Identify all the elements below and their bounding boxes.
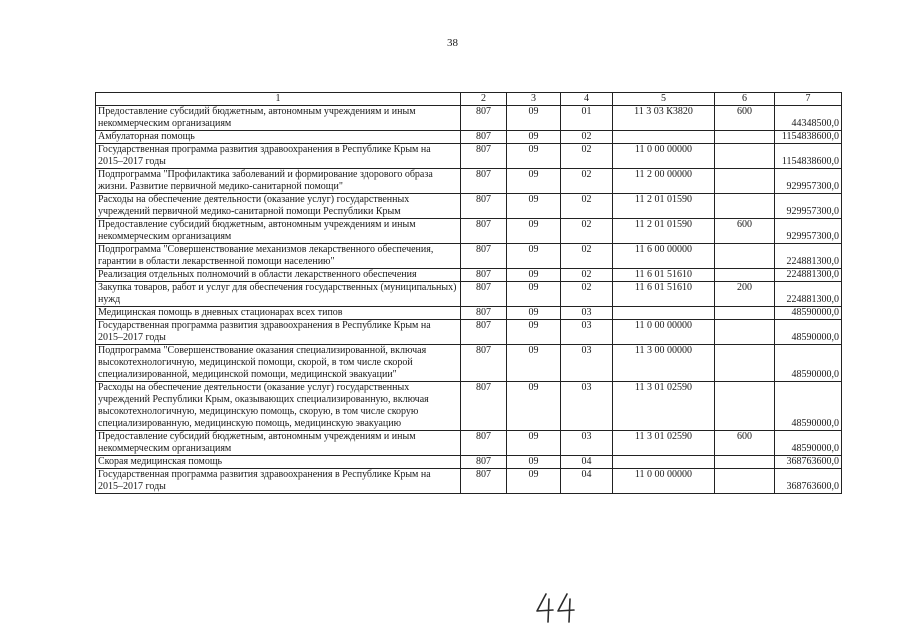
code-2-cell: 807: [461, 106, 507, 131]
amount-cell: 224881300,0: [775, 282, 842, 307]
code-5-cell: 11 3 01 02590: [613, 431, 715, 456]
code-4-cell: 02: [561, 244, 613, 269]
header-row: [96, 93, 842, 106]
code-3-cell: 09: [507, 131, 561, 144]
budget-table: [95, 92, 842, 494]
code-6-cell: 600: [715, 219, 775, 244]
code-6-cell: 600: [715, 106, 775, 131]
table-row: [96, 131, 842, 144]
code-3-cell: 09: [507, 469, 561, 494]
code-5-cell: 11 0 00 00000: [613, 320, 715, 345]
table-row: [96, 456, 842, 469]
table-row: [96, 219, 842, 244]
code-4-cell: 03: [561, 345, 613, 382]
header-cell-5: 5: [613, 93, 715, 106]
code-6-cell: [715, 194, 775, 219]
table-row: [96, 382, 842, 431]
code-3-cell: 09: [507, 307, 561, 320]
code-6-cell: [715, 144, 775, 169]
header-cell-7: 7: [775, 93, 842, 106]
amount-cell: 1154838600,0: [775, 131, 842, 144]
code-3-cell: 09: [507, 345, 561, 382]
amount-cell: 48590000,0: [775, 345, 842, 382]
code-3-cell: 09: [507, 269, 561, 282]
table-row: [96, 144, 842, 169]
code-2-cell: 807: [461, 456, 507, 469]
code-4-cell: 02: [561, 194, 613, 219]
amount-cell: 224881300,0: [775, 244, 842, 269]
code-6-cell: [715, 382, 775, 431]
name-cell: Медицинская помощь в дневных стационарах всех типов: [96, 307, 461, 320]
code-2-cell: 807: [461, 144, 507, 169]
code-3-cell: 09: [507, 219, 561, 244]
table-row: [96, 469, 842, 494]
name-cell: Закупка товаров, работ и услуг для обеспечения государственных (муниципальных) нужд: [96, 282, 461, 307]
name-cell: Реализация отдельных полномочий в области лекарственного обеспечения: [96, 269, 461, 282]
code-3-cell: 09: [507, 282, 561, 307]
code-5-cell: 11 0 00 00000: [613, 144, 715, 169]
header-cell-4: 4: [561, 93, 613, 106]
code-2-cell: 807: [461, 282, 507, 307]
code-5-cell: 11 6 01 51610: [613, 282, 715, 307]
name-cell: Расходы на обеспечение деятельности (оказание услуг) государственных учреждений Республики Крым, оказывающих специализированную, включая высокотехнологичную, медицинскую помощь, скорую, в том числе скорую специализированную, медицинскую помощь, медицинскую эвакуацию: [96, 382, 461, 431]
table-row: [96, 282, 842, 307]
code-2-cell: 807: [461, 219, 507, 244]
code-5-cell: 11 2 00 00000: [613, 169, 715, 194]
code-6-cell: [715, 469, 775, 494]
code-4-cell: 04: [561, 456, 613, 469]
code-4-cell: 03: [561, 320, 613, 345]
code-6-cell: 600: [715, 431, 775, 456]
amount-cell: 48590000,0: [775, 431, 842, 456]
name-cell: Предоставление субсидий бюджетным, автономным учреждениям и иным некоммерческим организациям: [96, 106, 461, 131]
name-cell: Скорая медицинская помощь: [96, 456, 461, 469]
code-3-cell: 09: [507, 456, 561, 469]
code-5-cell: [613, 456, 715, 469]
code-5-cell: 11 2 01 01590: [613, 194, 715, 219]
code-3-cell: 09: [507, 320, 561, 345]
header-cell-2: 2: [461, 93, 507, 106]
code-4-cell: 02: [561, 269, 613, 282]
code-6-cell: [715, 456, 775, 469]
code-4-cell: 04: [561, 469, 613, 494]
table-row: [96, 169, 842, 194]
name-cell: Подпрограмма "Совершенствование механизмов лекарственного обеспечения, гарантии в области лекарственной помощи населению": [96, 244, 461, 269]
name-cell: Государственная программа развития здравоохранения в Республике Крым на 2015–2017 годы: [96, 469, 461, 494]
amount-cell: 48590000,0: [775, 320, 842, 345]
code-6-cell: [715, 169, 775, 194]
amount-cell: 48590000,0: [775, 382, 842, 431]
code-6-cell: [715, 320, 775, 345]
table-row: [96, 431, 842, 456]
page-number: 38: [447, 37, 458, 49]
code-4-cell: 03: [561, 382, 613, 431]
code-2-cell: 807: [461, 244, 507, 269]
header-cell-6: 6: [715, 93, 775, 106]
handwritten-page-mark: [534, 590, 582, 624]
amount-cell: 1154838600,0: [775, 144, 842, 169]
code-2-cell: 807: [461, 307, 507, 320]
code-3-cell: 09: [507, 194, 561, 219]
name-cell: Предоставление субсидий бюджетным, автономным учреждениям и иным некоммерческим организациям: [96, 219, 461, 244]
amount-cell: 224881300,0: [775, 269, 842, 282]
code-5-cell: 11 6 00 00000: [613, 244, 715, 269]
table-row: [96, 345, 842, 382]
header-cell-1: 1: [96, 93, 461, 106]
code-2-cell: 807: [461, 382, 507, 431]
code-3-cell: 09: [507, 244, 561, 269]
code-6-cell: [715, 269, 775, 282]
table-row: [96, 194, 842, 219]
code-4-cell: 01: [561, 106, 613, 131]
amount-cell: 929957300,0: [775, 219, 842, 244]
code-3-cell: 09: [507, 106, 561, 131]
code-5-cell: 11 6 01 51610: [613, 269, 715, 282]
code-5-cell: 11 0 00 00000: [613, 469, 715, 494]
code-5-cell: 11 3 00 00000: [613, 345, 715, 382]
code-3-cell: 09: [507, 382, 561, 431]
name-cell: Подпрограмма "Совершенствование оказания специализированной, включая высокотехнологичную, медицинской помощи, скорой, в том числе скорой специализированной, медицинской помощи, медицинской эвакуации": [96, 345, 461, 382]
code-2-cell: 807: [461, 431, 507, 456]
code-5-cell: 11 3 03 К3820: [613, 106, 715, 131]
code-3-cell: 09: [507, 144, 561, 169]
code-6-cell: [715, 345, 775, 382]
table-row: [96, 106, 842, 131]
code-5-cell: 11 3 01 02590: [613, 382, 715, 431]
code-2-cell: 807: [461, 169, 507, 194]
code-2-cell: 807: [461, 194, 507, 219]
name-cell: Государственная программа развития здравоохранения в Республике Крым на 2015–2017 годы: [96, 144, 461, 169]
name-cell: Амбулаторная помощь: [96, 131, 461, 144]
code-5-cell: [613, 131, 715, 144]
code-4-cell: 03: [561, 431, 613, 456]
code-4-cell: 02: [561, 131, 613, 144]
table-row: [96, 307, 842, 320]
header-cell-3: 3: [507, 93, 561, 106]
code-4-cell: 02: [561, 282, 613, 307]
code-2-cell: 807: [461, 320, 507, 345]
name-cell: Государственная программа развития здравоохранения в Республике Крым на 2015–2017 годы: [96, 320, 461, 345]
name-cell: Расходы на обеспечение деятельности (оказание услуг) государственных учреждений первичной медико-санитарной помощи Республики Крым: [96, 194, 461, 219]
code-5-cell: 11 2 01 01590: [613, 219, 715, 244]
name-cell: Предоставление субсидий бюджетным, автономным учреждениям и иным некоммерческим организациям: [96, 431, 461, 456]
code-4-cell: 03: [561, 307, 613, 320]
amount-cell: 48590000,0: [775, 307, 842, 320]
amount-cell: 368763600,0: [775, 469, 842, 494]
code-6-cell: [715, 244, 775, 269]
amount-cell: 44348500,0: [775, 106, 842, 131]
name-cell: Подпрограмма "Профилактика заболеваний и формирование здорового образа жизни. Развитие первичной медико-санитарной помощи": [96, 169, 461, 194]
table-row: [96, 320, 842, 345]
code-6-cell: 200: [715, 282, 775, 307]
code-5-cell: [613, 307, 715, 320]
table-row: [96, 269, 842, 282]
table-row: [96, 244, 842, 269]
amount-cell: 929957300,0: [775, 169, 842, 194]
code-2-cell: 807: [461, 469, 507, 494]
code-4-cell: 02: [561, 169, 613, 194]
code-4-cell: 02: [561, 144, 613, 169]
code-3-cell: 09: [507, 431, 561, 456]
amount-cell: 929957300,0: [775, 194, 842, 219]
code-2-cell: 807: [461, 269, 507, 282]
code-2-cell: 807: [461, 131, 507, 144]
code-6-cell: [715, 131, 775, 144]
amount-cell: 368763600,0: [775, 456, 842, 469]
code-3-cell: 09: [507, 169, 561, 194]
code-4-cell: 02: [561, 219, 613, 244]
code-2-cell: 807: [461, 345, 507, 382]
code-6-cell: [715, 307, 775, 320]
